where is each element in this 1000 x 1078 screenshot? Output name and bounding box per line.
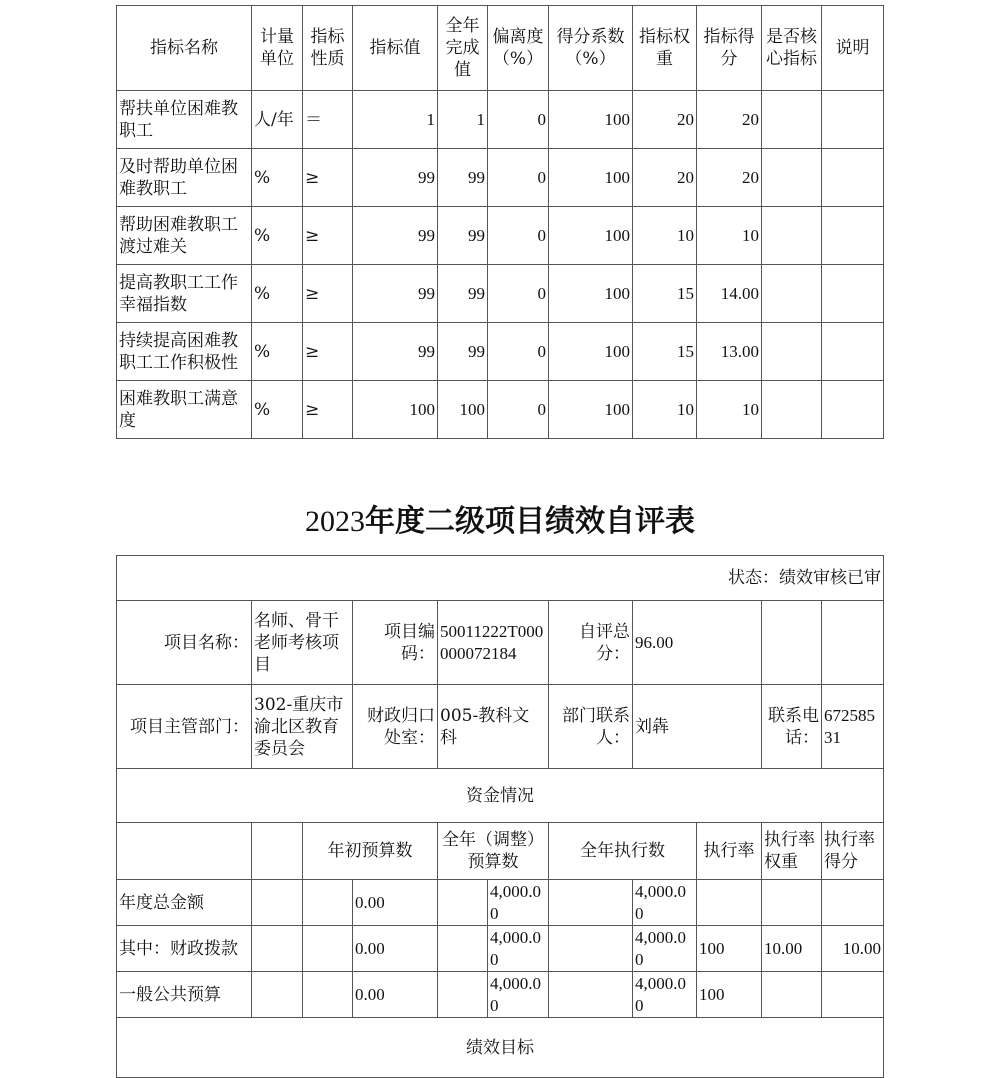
- row-name: 提高教职工工作幸福指数: [117, 265, 252, 323]
- row-nature: ≥: [303, 265, 353, 323]
- row-actual: 100: [438, 381, 488, 439]
- row-target: 1: [353, 91, 438, 149]
- funds-initial: 0.00: [353, 880, 438, 926]
- dept-value: 302-重庆市渝北区教育委员会: [252, 685, 353, 769]
- header-weight: 指标权重: [633, 6, 697, 91]
- indicator-header-row: [117, 6, 884, 91]
- table-row: [117, 926, 884, 972]
- row-coef: 100: [549, 91, 633, 149]
- empty-cell: [438, 972, 488, 1018]
- row-unit: %: [252, 265, 303, 323]
- empty-cell: [117, 823, 252, 880]
- title-year: 2023: [305, 505, 365, 538]
- funds-executed: 4,000.00: [633, 926, 697, 972]
- funds-weight: 10.00: [762, 926, 822, 972]
- row-weight: 15: [633, 323, 697, 381]
- row-score: 10: [697, 207, 762, 265]
- funds-initial: 0.00: [353, 926, 438, 972]
- row-weight: 20: [633, 149, 697, 207]
- row-actual: 99: [438, 207, 488, 265]
- table-row: [117, 265, 884, 323]
- funds-score: [822, 972, 884, 1018]
- row-actual: 1: [438, 91, 488, 149]
- table-row: [117, 323, 884, 381]
- empty-cell: [252, 880, 303, 926]
- funds-adjusted: 4,000.00: [488, 880, 549, 926]
- empty-cell: [303, 926, 353, 972]
- header-deviation: 偏离度（%）: [488, 6, 549, 91]
- funds-rate: 100: [697, 926, 762, 972]
- row-note: [822, 323, 884, 381]
- funds-columns-row: [117, 823, 884, 880]
- empty-cell: [303, 972, 353, 1018]
- dept-label: 项目主管部门：: [117, 685, 252, 769]
- row-target: 100: [353, 381, 438, 439]
- table-row: [117, 880, 884, 926]
- funds-weight: [762, 880, 822, 926]
- table-row: [117, 972, 884, 1018]
- row-deviation: 0: [488, 149, 549, 207]
- funds-executed: 4,000.00: [633, 880, 697, 926]
- title-text: 年度二级项目绩效自评表: [365, 504, 695, 539]
- indicator-table: [116, 5, 884, 439]
- evaluation-table: [116, 555, 884, 1078]
- row-core: [762, 323, 822, 381]
- project-info-row: [117, 601, 884, 685]
- row-unit: %: [252, 207, 303, 265]
- empty-cell: [252, 823, 303, 880]
- row-nature: ≥: [303, 381, 353, 439]
- funds-col-adjusted: 全年（调整）预算数: [438, 823, 549, 880]
- finance-label: 财政归口处室：: [353, 685, 438, 769]
- row-nature: ≥: [303, 323, 353, 381]
- funds-initial: 0.00: [353, 972, 438, 1018]
- row-actual: 99: [438, 149, 488, 207]
- row-score: 20: [697, 91, 762, 149]
- funds-col-rate: 执行率: [697, 823, 762, 880]
- row-weight: 15: [633, 265, 697, 323]
- row-note: [822, 265, 884, 323]
- row-deviation: 0: [488, 91, 549, 149]
- row-coef: 100: [549, 323, 633, 381]
- funds-col-rate-weight: 执行率权重: [762, 823, 822, 880]
- table-row: [117, 207, 884, 265]
- row-coef: 100: [549, 149, 633, 207]
- row-core: [762, 207, 822, 265]
- funds-col-initial: 年初预算数: [303, 823, 438, 880]
- row-name: 困难教职工满意度: [117, 381, 252, 439]
- row-nature: ≥: [303, 207, 353, 265]
- row-core: [762, 381, 822, 439]
- row-target: 99: [353, 323, 438, 381]
- row-weight: 20: [633, 91, 697, 149]
- funds-header-row: [117, 769, 884, 823]
- row-coef: 100: [549, 381, 633, 439]
- table-row: [117, 381, 884, 439]
- row-unit: %: [252, 323, 303, 381]
- empty-cell: [303, 880, 353, 926]
- header-unit: 计量单位: [252, 6, 303, 91]
- funds-rate: 100: [697, 972, 762, 1018]
- row-name: 帮扶单位困难教职工: [117, 91, 252, 149]
- row-unit: %: [252, 149, 303, 207]
- empty-cell: [252, 926, 303, 972]
- row-core: [762, 149, 822, 207]
- project-name-label: 项目名称：: [117, 601, 252, 685]
- row-core: [762, 91, 822, 149]
- row-score: 13.00: [697, 323, 762, 381]
- row-name: 及时帮助单位困难教职工: [117, 149, 252, 207]
- row-nature: ＝: [303, 91, 353, 149]
- empty-cell: [438, 926, 488, 972]
- empty-cell: [549, 926, 633, 972]
- empty-cell: [252, 972, 303, 1018]
- contact-value: 刘犇: [633, 685, 762, 769]
- row-note: [822, 149, 884, 207]
- row-core: [762, 265, 822, 323]
- header-note: 说明: [822, 6, 884, 91]
- empty-cell: [438, 880, 488, 926]
- project-code-label: 项目编码：: [353, 601, 438, 685]
- table-row: [117, 149, 884, 207]
- row-deviation: 0: [488, 207, 549, 265]
- row-name: 帮助困难教职工渡过难关: [117, 207, 252, 265]
- dept-info-row: [117, 685, 884, 769]
- header-name: 指标名称: [117, 6, 252, 91]
- row-score: 10: [697, 381, 762, 439]
- row-unit: %: [252, 381, 303, 439]
- empty-cell: [762, 601, 822, 685]
- header-score: 指标得分: [697, 6, 762, 91]
- funds-rate: [697, 880, 762, 926]
- finance-value: 005-教科文科: [438, 685, 549, 769]
- table-row: [117, 91, 884, 149]
- row-target: 99: [353, 207, 438, 265]
- contact-label: 部门联系人：: [549, 685, 633, 769]
- row-note: [822, 381, 884, 439]
- row-name: 持续提高困难教职工工作积极性: [117, 323, 252, 381]
- row-note: [822, 91, 884, 149]
- funds-adjusted: 4,000.00: [488, 972, 549, 1018]
- phone-label: 联系电话：: [762, 685, 822, 769]
- row-deviation: 0: [488, 265, 549, 323]
- row-target: 99: [353, 149, 438, 207]
- header-core: 是否核心指标: [762, 6, 822, 91]
- row-score: 14.00: [697, 265, 762, 323]
- header-target: 指标值: [353, 6, 438, 91]
- funds-row-label: 其中：财政拨款: [117, 926, 252, 972]
- self-score: 96.00: [633, 601, 762, 685]
- funds-col-rate-score: 执行率得分: [822, 823, 884, 880]
- empty-cell: [822, 601, 884, 685]
- row-actual: 99: [438, 323, 488, 381]
- row-unit: 人/年: [252, 91, 303, 149]
- funds-weight: [762, 972, 822, 1018]
- status-text: 状态：绩效审核已审: [117, 556, 884, 601]
- row-actual: 99: [438, 265, 488, 323]
- header-nature: 指标性质: [303, 6, 353, 91]
- row-note: [822, 207, 884, 265]
- page-title: [0, 496, 1000, 540]
- funds-header: 资金情况: [117, 769, 884, 823]
- row-coef: 100: [549, 207, 633, 265]
- row-weight: 10: [633, 381, 697, 439]
- funds-row-label: 一般公共预算: [117, 972, 252, 1018]
- project-code: 50011222T000000072184: [438, 601, 549, 685]
- header-coef: 得分系数（%）: [549, 6, 633, 91]
- funds-executed: 4,000.00: [633, 972, 697, 1018]
- goals-header-row: [117, 1018, 884, 1078]
- header-actual: 全年完成值: [438, 6, 488, 91]
- self-score-label: 自评总分：: [549, 601, 633, 685]
- funds-col-executed: 全年执行数: [549, 823, 697, 880]
- empty-cell: [549, 972, 633, 1018]
- row-score: 20: [697, 149, 762, 207]
- row-target: 99: [353, 265, 438, 323]
- row-deviation: 0: [488, 323, 549, 381]
- empty-cell: [549, 880, 633, 926]
- funds-adjusted: 4,000.00: [488, 926, 549, 972]
- funds-score: [822, 880, 884, 926]
- funds-score: 10.00: [822, 926, 884, 972]
- status-row: [117, 556, 884, 601]
- row-weight: 10: [633, 207, 697, 265]
- goals-header: 绩效目标: [117, 1018, 884, 1078]
- funds-row-label: 年度总金额: [117, 880, 252, 926]
- row-nature: ≥: [303, 149, 353, 207]
- phone-value: 67258531: [822, 685, 884, 769]
- row-deviation: 0: [488, 381, 549, 439]
- row-coef: 100: [549, 265, 633, 323]
- project-name: 名师、骨干老师考核项目: [252, 601, 353, 685]
